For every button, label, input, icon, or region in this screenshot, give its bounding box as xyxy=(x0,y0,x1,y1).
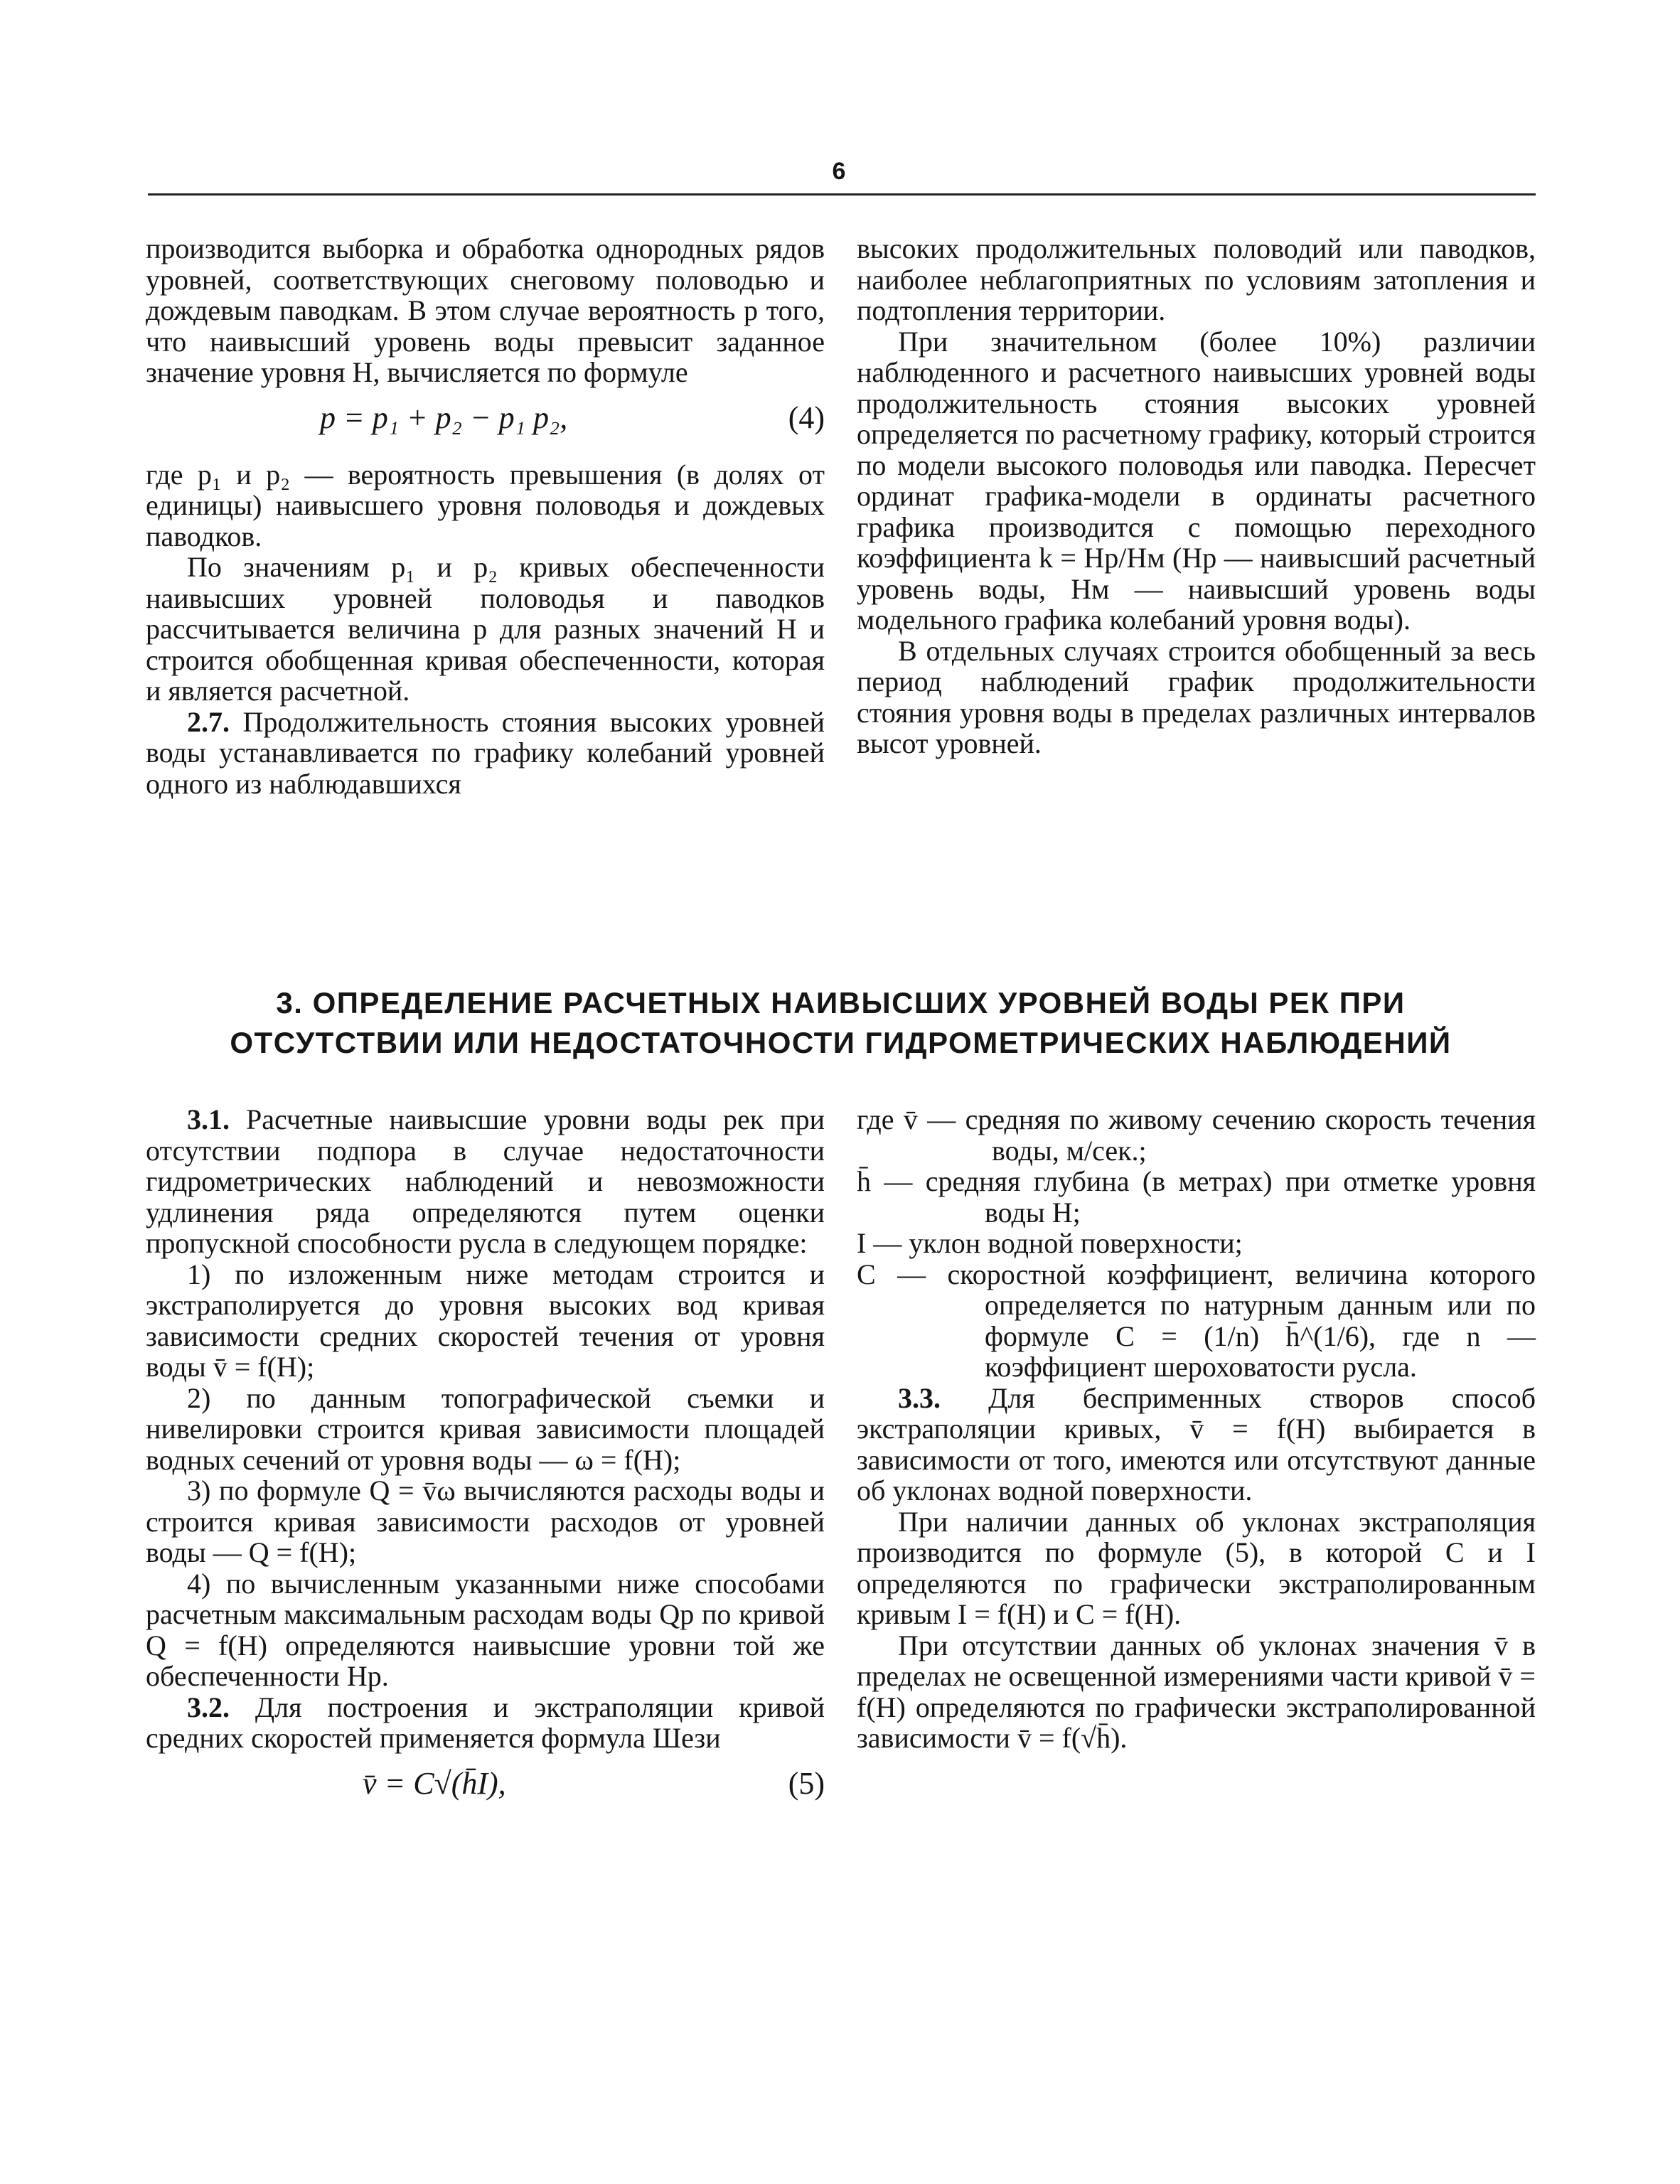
paragraph: производится выборка и обработка однородных рядов уровней, соответствующих снеговому половодью и дождевым паводкам. В этом случае вероятность p того, что наивысший уровень воды превысит заданное значение уровня H, вычисляется по формуле xyxy=(146,232,825,388)
section-3-1 xyxy=(146,1104,825,1259)
paragraph: По значениям p₁ и p₂ кривых обеспеченности наивысших уровней половодья и паводков рассчитывается величина p для разных значений H и строится обобщенная кривая обеспеченности, которая и является расчетной. xyxy=(146,551,825,707)
formula-4 xyxy=(146,397,825,444)
right-column-top xyxy=(857,233,1536,759)
section-number: 3.1. xyxy=(187,1103,230,1135)
formula-4-expression: p = p₁ + p₂ − p₁ p₂, xyxy=(320,400,568,435)
formula-5-number: (5) xyxy=(788,1765,825,1801)
definition-item: I — уклон водной поверхности; xyxy=(857,1227,1243,1259)
section-3-heading xyxy=(146,983,1536,1063)
formula-5 xyxy=(146,1762,825,1809)
page-number: 6 xyxy=(832,158,846,185)
heading-line: ОТСУТСТВИИ ИЛИ НЕДОСТАТОЧНОСТИ ГИДРОМЕТРИЧЕСКИХ НАБЛЮДЕНИЙ xyxy=(230,1026,1452,1059)
list-item: 1) по изложенным ниже методам строится и экстраполируется до уровня высоких вод кривая зависимости средних скоростей течения от уровня воды v̄ = f(H); xyxy=(146,1258,825,1383)
section-3-2 xyxy=(146,1692,825,1754)
heading-line: 3. ОПРЕДЕЛЕНИЕ РАСЧЕТНЫХ НАИВЫСШИХ УРОВНЕЙ ВОДЫ РЕК ПРИ xyxy=(276,986,1406,1019)
section-text: Расчетные наивысшие уровни воды рек при отсутствии подпора в случае недостаточности гидрометрических наблюдений и невозможности удлинения ряда определяются путем оценки пропускной способности русла в следующем порядке: xyxy=(146,1103,825,1259)
section-number: 2.7. xyxy=(187,705,230,738)
definitions-list xyxy=(857,1104,1536,1383)
header-rule xyxy=(148,193,1536,196)
paragraph: При отсутствии данных об уклонах значения v̄ в пределах не освещенной измерениями части кривой v̄ = f(H) определяются по графически экстраполированной зависимости v̄ = f(√h̄). xyxy=(857,1629,1536,1754)
formula-5-expression: v̄ = C√(h̄I), xyxy=(363,1765,506,1801)
paragraph: При значительном (более 10%) различии наблюденного и расчетного наивысших уровней воды продолжительность стояния высоких уровней определяется по расчетному графику, который строится по модели высокого половодья или паводка. Пересчет ординат графика-модели в ординаты расчетного графика производится с помощью переходного коэффициента k = Hр/Hм (Hр — наивысший расчетный уровень воды, Hм — наивысший уровень воды модельного графика колебаний уровня воды). xyxy=(857,325,1536,636)
list-item: 4) по вычисленным указанными ниже способами расчетным максимальным расходам воды Qр по кривой Q = f(H) определяются наивысшие уровни той же обеспеченности Hр. xyxy=(146,1567,825,1692)
definition-item: C — скоростной коэффициент, величина которого определяется по натурным данным или по формуле C = (1/n) h̄^(1/6), где n — коэффициент шероховатости русла. xyxy=(857,1258,1536,1383)
definition-item: h̄ — средняя глубина (в метрах) при отметке уровня воды H; xyxy=(857,1165,1536,1228)
section-number: 3.3. xyxy=(898,1381,941,1414)
left-column-top xyxy=(146,233,825,799)
paragraph: высоких продолжительных половодий или паводков, наиболее неблагоприятных по условиям затопления и подтопления территории. xyxy=(857,232,1536,326)
list-item: 3) по формуле Q = v̄ω вычисляются расходы воды и строится кривая зависимости расходов от уровней воды — Q = f(H); xyxy=(146,1474,825,1568)
left-column-bottom xyxy=(146,1104,825,1825)
section-text: Продолжительность стояния высоких уровней воды устанавливается по графику колебаний уровней одного из наблюдавшихся xyxy=(146,705,825,800)
paragraph: При наличии данных об уклонах экстраполяция производится по формуле (5), в которой C и I определяются по графически экстраполированным кривым I = f(H) и C = f(H). xyxy=(857,1505,1536,1630)
section-text: Для построения и экстраполяции кривой средних скоростей применяется формула Шези xyxy=(146,1691,825,1754)
section-2-7 xyxy=(146,707,825,800)
paragraph: В отдельных случаях строится обобщенный за весь период наблюдений график продолжительности стояния уровня воды в пределах различных интервалов высот уровней. xyxy=(857,634,1536,759)
paragraph: где p₁ и p₂ — вероятность превышения (в долях от единицы) наивысшего уровня половодья и дождевых паводков. xyxy=(146,458,825,552)
right-column-bottom xyxy=(857,1104,1536,1754)
section-text: Для бесприменных створов способ экстраполяции кривых, v̄ = f(H) выбирается в зависимости от того, имеются или отсутствуют данные об уклонах водной поверхности. xyxy=(857,1381,1536,1506)
formula-4-number: (4) xyxy=(788,400,825,435)
definition-item: где v̄ — средняя по живому сечению скорость течения воды, м/сек.; xyxy=(857,1103,1536,1167)
list-item: 2) по данным топографической съемки и нивелировки строится кривая зависимости площадей водных сечений от уровня воды — ω = f(H); xyxy=(146,1381,825,1476)
section-number: 3.2. xyxy=(187,1691,230,1723)
section-3-3 xyxy=(857,1383,1536,1506)
